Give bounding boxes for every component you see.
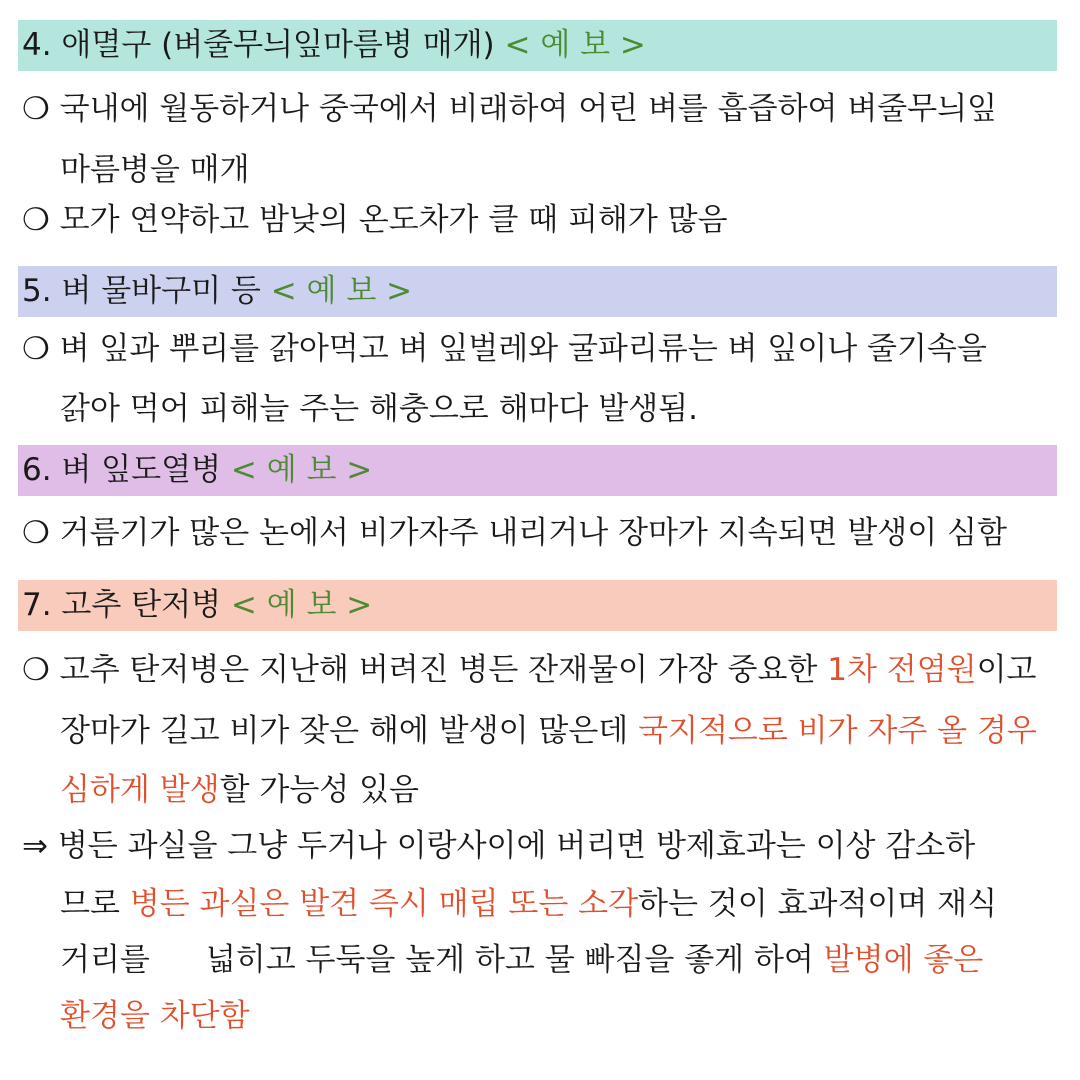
body-line: 갉아 먹어 피해늘 주는 해충으로 해마다 발생됨. xyxy=(60,391,698,427)
highlight-text: 병든 과실은 발견 즉시 매립 또는 소각 xyxy=(129,886,639,922)
body-text: 넓히고 두둑을 높게 하고 물 빠짐을 좋게 하여 xyxy=(205,942,824,978)
section-title-5: 5. 벼 물바구미 등 xyxy=(22,273,261,309)
highlight-text: 1차 전염원 xyxy=(827,652,977,688)
highlight-text: 심하게 발생 xyxy=(60,772,220,808)
highlight-text: 국지적으로 비가 자주 올 경우 xyxy=(638,713,1037,749)
section-title-4: 4. 애멸구 (벼줄무늬잎마름병 매개) xyxy=(22,27,495,63)
body-line xyxy=(60,884,997,924)
body-line: ❍ 거름기가 많은 논에서 비가자주 내리거나 장마가 지속되면 발생이 심함 xyxy=(22,515,1007,551)
body-text: ❍ 고추 탄저병은 지난해 버려진 병든 잔재물이 가장 중요한 xyxy=(22,652,828,688)
body-line xyxy=(22,650,1037,690)
body-text: 할 가능성 있음 xyxy=(219,772,419,808)
body-line: 마름병을 매개 xyxy=(60,152,250,188)
body-text: 거리를 xyxy=(60,942,150,978)
highlight-text: 발병에 좋은 xyxy=(823,942,984,978)
body-line: ❍ 벼 잎과 뿌리를 갉아먹고 벼 잎벌레와 굴파리류는 벼 잎이나 줄기속을 xyxy=(22,331,987,367)
body-text: 장마가 길고 비가 잦은 해에 발생이 많은데 xyxy=(60,713,639,749)
body-text: 므로 xyxy=(60,886,130,922)
body-line: ❍ 모가 연약하고 밤낮의 온도차가 클 때 피해가 많음 xyxy=(22,202,728,238)
section-header-5 xyxy=(18,266,1057,317)
body-line xyxy=(60,770,419,810)
body-line: ❍ 국내에 월동하거나 중국에서 비래하여 어린 벼를 흡즙하여 벼줄무늬잎 xyxy=(22,91,998,127)
forecast-tag-7: < 예 보 > xyxy=(230,587,373,623)
forecast-tag-5: < 예 보 > xyxy=(270,273,413,309)
body-text: 하는 것이 효과적이며 재식 xyxy=(638,886,998,922)
body-text: 이고 xyxy=(976,652,1037,688)
body-line xyxy=(60,996,250,1036)
section-header-6 xyxy=(18,445,1057,496)
body-line xyxy=(60,940,983,980)
highlight-text: 환경을 차단함 xyxy=(60,998,250,1034)
body-line: ⇒ 병든 과실을 그냥 두거나 이랑사이에 버리면 방제효과는 이상 감소하 xyxy=(22,828,976,864)
section-title-7: 7. 고추 탄저병 xyxy=(22,587,222,623)
forecast-tag-4: < 예 보 > xyxy=(504,27,646,63)
body-line xyxy=(60,711,1037,751)
section-header-4 xyxy=(18,20,1057,71)
section-title-6: 6. 벼 잎도열병 xyxy=(22,452,222,488)
section-header-7 xyxy=(18,580,1057,631)
forecast-tag-6: < 예 보 > xyxy=(230,452,373,488)
